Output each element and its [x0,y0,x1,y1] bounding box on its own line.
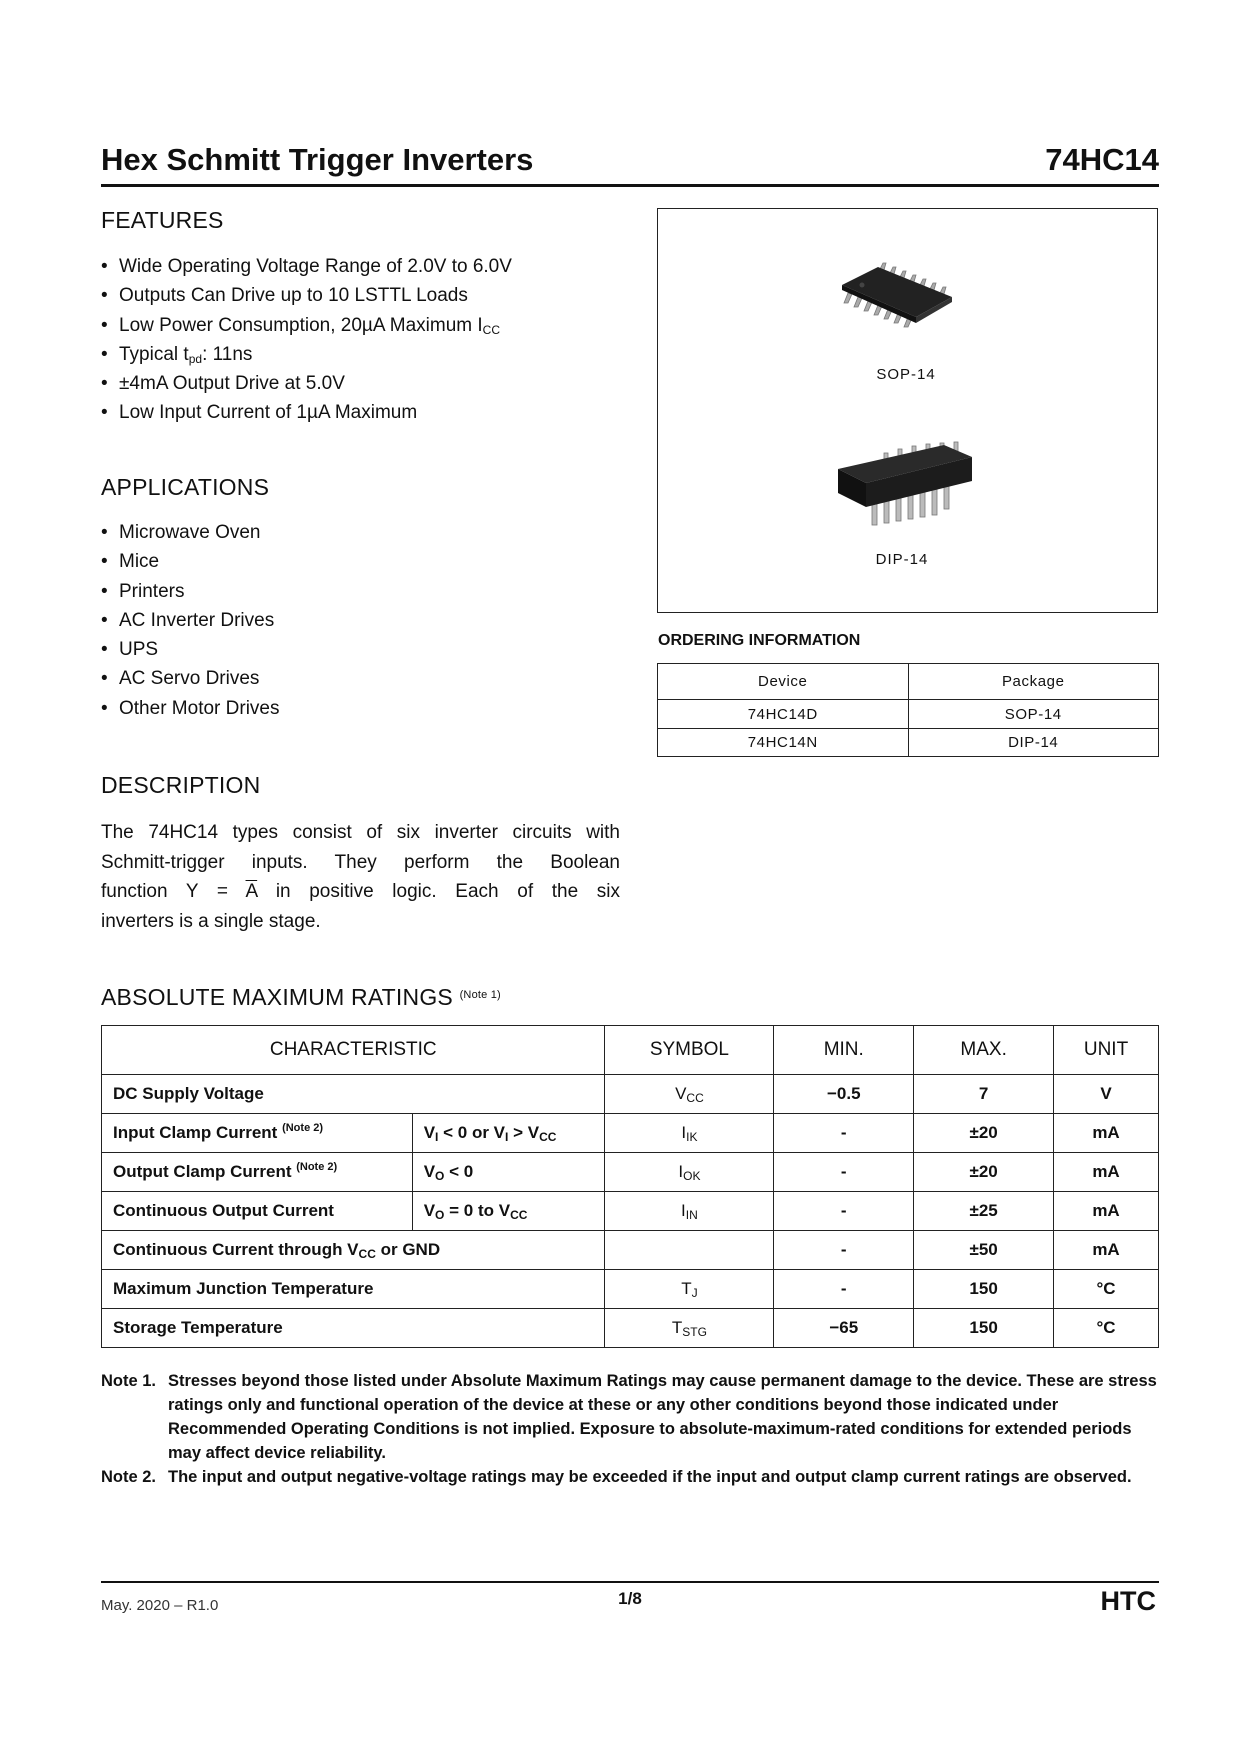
notes-section [101,1369,1159,1489]
dip14-label: DIP-14 [875,551,929,568]
table-header-row [658,664,1159,700]
ordering-info-title: ORDERING INFORMATION [658,632,861,649]
table-row [658,729,1159,757]
applications-list [101,518,279,723]
table-header: Device [658,664,909,700]
list-item: • Wide Operating Voltage Range of 2.0V to 6.0V [101,256,512,277]
table-cell: mA [1054,1114,1159,1153]
table-cell: 74HC14D [658,700,909,729]
table-row [102,1192,1159,1231]
table-cell: Maximum Junction Temperature [102,1270,605,1309]
features-list [101,252,512,428]
table-cell: - [774,1153,914,1192]
table-cell: - [774,1270,914,1309]
table-cell: ±20 [914,1153,1054,1192]
table-header: MIN. [774,1026,914,1075]
document-title: Hex Schmitt Trigger Inverters [101,142,534,177]
table-cell: $I_{IN}$ [605,1192,774,1231]
table-cell: °C [1054,1270,1159,1309]
table-cell: 150 [914,1309,1054,1348]
table-cell: $V_I < 0$ or $V_I > V_{CC}$ [412,1114,605,1153]
list-item: • Mice [101,551,160,573]
table-cell: Continuous Current through $V_{CC}$ or GND [102,1231,605,1270]
part-number: 74HC14 [1045,142,1159,177]
footer-date: May. 2020 – R1.0 [101,1597,219,1614]
footer-divider [101,1581,1159,1583]
list-item: • Other Motor Drives [101,697,280,719]
dip14-package-image [836,441,976,531]
table-header-row [102,1026,1159,1075]
table-row [102,1075,1159,1114]
table-cell: Storage Temperature [102,1309,605,1348]
amr-table [101,1025,1159,1348]
table-cell: 7 [914,1075,1054,1114]
table-cell: ±50 [914,1231,1054,1270]
list-item: • Printers [101,580,185,602]
list-item: • AC Inverter Drives [101,609,275,631]
table-cell: mA [1054,1153,1159,1192]
list-item: • Typical $t_{pd}$: 11ns [101,343,253,366]
list-item: • Outputs Can Drive up to 10 LSTTL Loads [101,285,468,307]
table-cell: ±25 [914,1192,1054,1231]
description-text: The 74HC14 types consist of six inverter circuits with Schmitt-trigger inputs. They perform the Boolean function $Y = \overline{A}$ in positive logic. Each of the six inverters is a single stage. [101,822,621,932]
list-item: • ±4mA Output Drive at 5.0V [101,373,345,395]
table-cell: Input Clamp Current $^{(Note 2)}$ [102,1114,413,1153]
list-item: • AC Servo Drives [101,668,260,690]
table-cell: mA [1054,1231,1159,1270]
description-heading: DESCRIPTION [101,772,261,798]
note-1: Note 1. Stresses beyond those listed under Absolute Maximum Ratings may cause permanent damage to the device. These are stress ratings only and functional operation of the device at these or any other conditions beyond those indicated under Recommended Operating Conditions is not implied. Exposure to absolute-maximum-rated conditions for extended periods may affect device reliability. [101,1372,1157,1462]
page-number: 1/8 [618,1589,642,1608]
table-cell: Continuous Output Current [102,1192,413,1231]
table-cell: $V_O < 0$ [412,1153,605,1192]
page-header [101,140,1159,187]
table-cell: $T_J$ [605,1270,774,1309]
table-cell: 150 [914,1270,1054,1309]
table-cell: $I_{OK}$ [605,1153,774,1192]
amr-heading-note: (Note 1) [459,989,501,1001]
note-2: Note 2. The input and output negative-voltage ratings may be exceeded if the input and output clamp current ratings are observed. [101,1468,1132,1486]
table-cell: −0.5 [774,1075,914,1114]
amr-heading: ABSOLUTE MAXIMUM RATINGS $^{(Note 1)}$ [101,984,501,1010]
a-bar: $\overline{A}$ [245,881,258,902]
table-row [102,1309,1159,1348]
table-cell: - [774,1192,914,1231]
table-cell: 74HC14N [658,729,909,757]
table-header: SYMBOL [605,1026,774,1075]
ordering-table [657,663,1159,757]
table-cell: DIP-14 [908,729,1159,757]
list-item: • Microwave Oven [101,522,261,543]
table-cell: °C [1054,1309,1159,1348]
table-cell: - [774,1231,914,1270]
table-row [658,700,1159,729]
sop14-package-image [840,259,960,329]
table-cell: SOP-14 [908,700,1159,729]
list-item: • UPS [101,639,159,661]
table-row [102,1270,1159,1309]
table-cell: $I_{IK}$ [605,1114,774,1153]
brand-logo: HTC [1100,1586,1156,1616]
table-row [102,1153,1159,1192]
table-header: Package [908,664,1159,700]
list-item: • Low Power Consumption, 20µA Maximum $I_{CC}$ [101,314,500,337]
table-cell: mA [1054,1192,1159,1231]
table-cell: $V_{CC}$ [605,1075,774,1114]
table-cell: DC Supply Voltage [102,1075,605,1114]
table-cell: - [774,1114,914,1153]
list-item: • Low Input Current of 1µA Maximum [101,402,418,424]
table-header: CHARACTERISTIC [102,1026,605,1075]
table-cell: ±20 [914,1114,1054,1153]
table-header: UNIT [1054,1026,1159,1075]
table-header: MAX. [914,1026,1054,1075]
table-row [102,1231,1159,1270]
table-cell: V [1054,1075,1159,1114]
table-cell: $T_{STG}$ [605,1309,774,1348]
table-cell: Output Clamp Current $^{(Note 2)}$ [102,1153,413,1192]
applications-heading: APPLICATIONS [101,474,270,500]
table-cell: $V_O = 0$ to $V_{CC}$ [412,1192,605,1231]
table-cell [605,1231,774,1270]
features-heading: FEATURES [101,207,224,233]
package-images-box [657,208,1158,613]
table-cell: −65 [774,1309,914,1348]
table-row [102,1114,1159,1153]
sop14-label: SOP-14 [876,366,936,383]
